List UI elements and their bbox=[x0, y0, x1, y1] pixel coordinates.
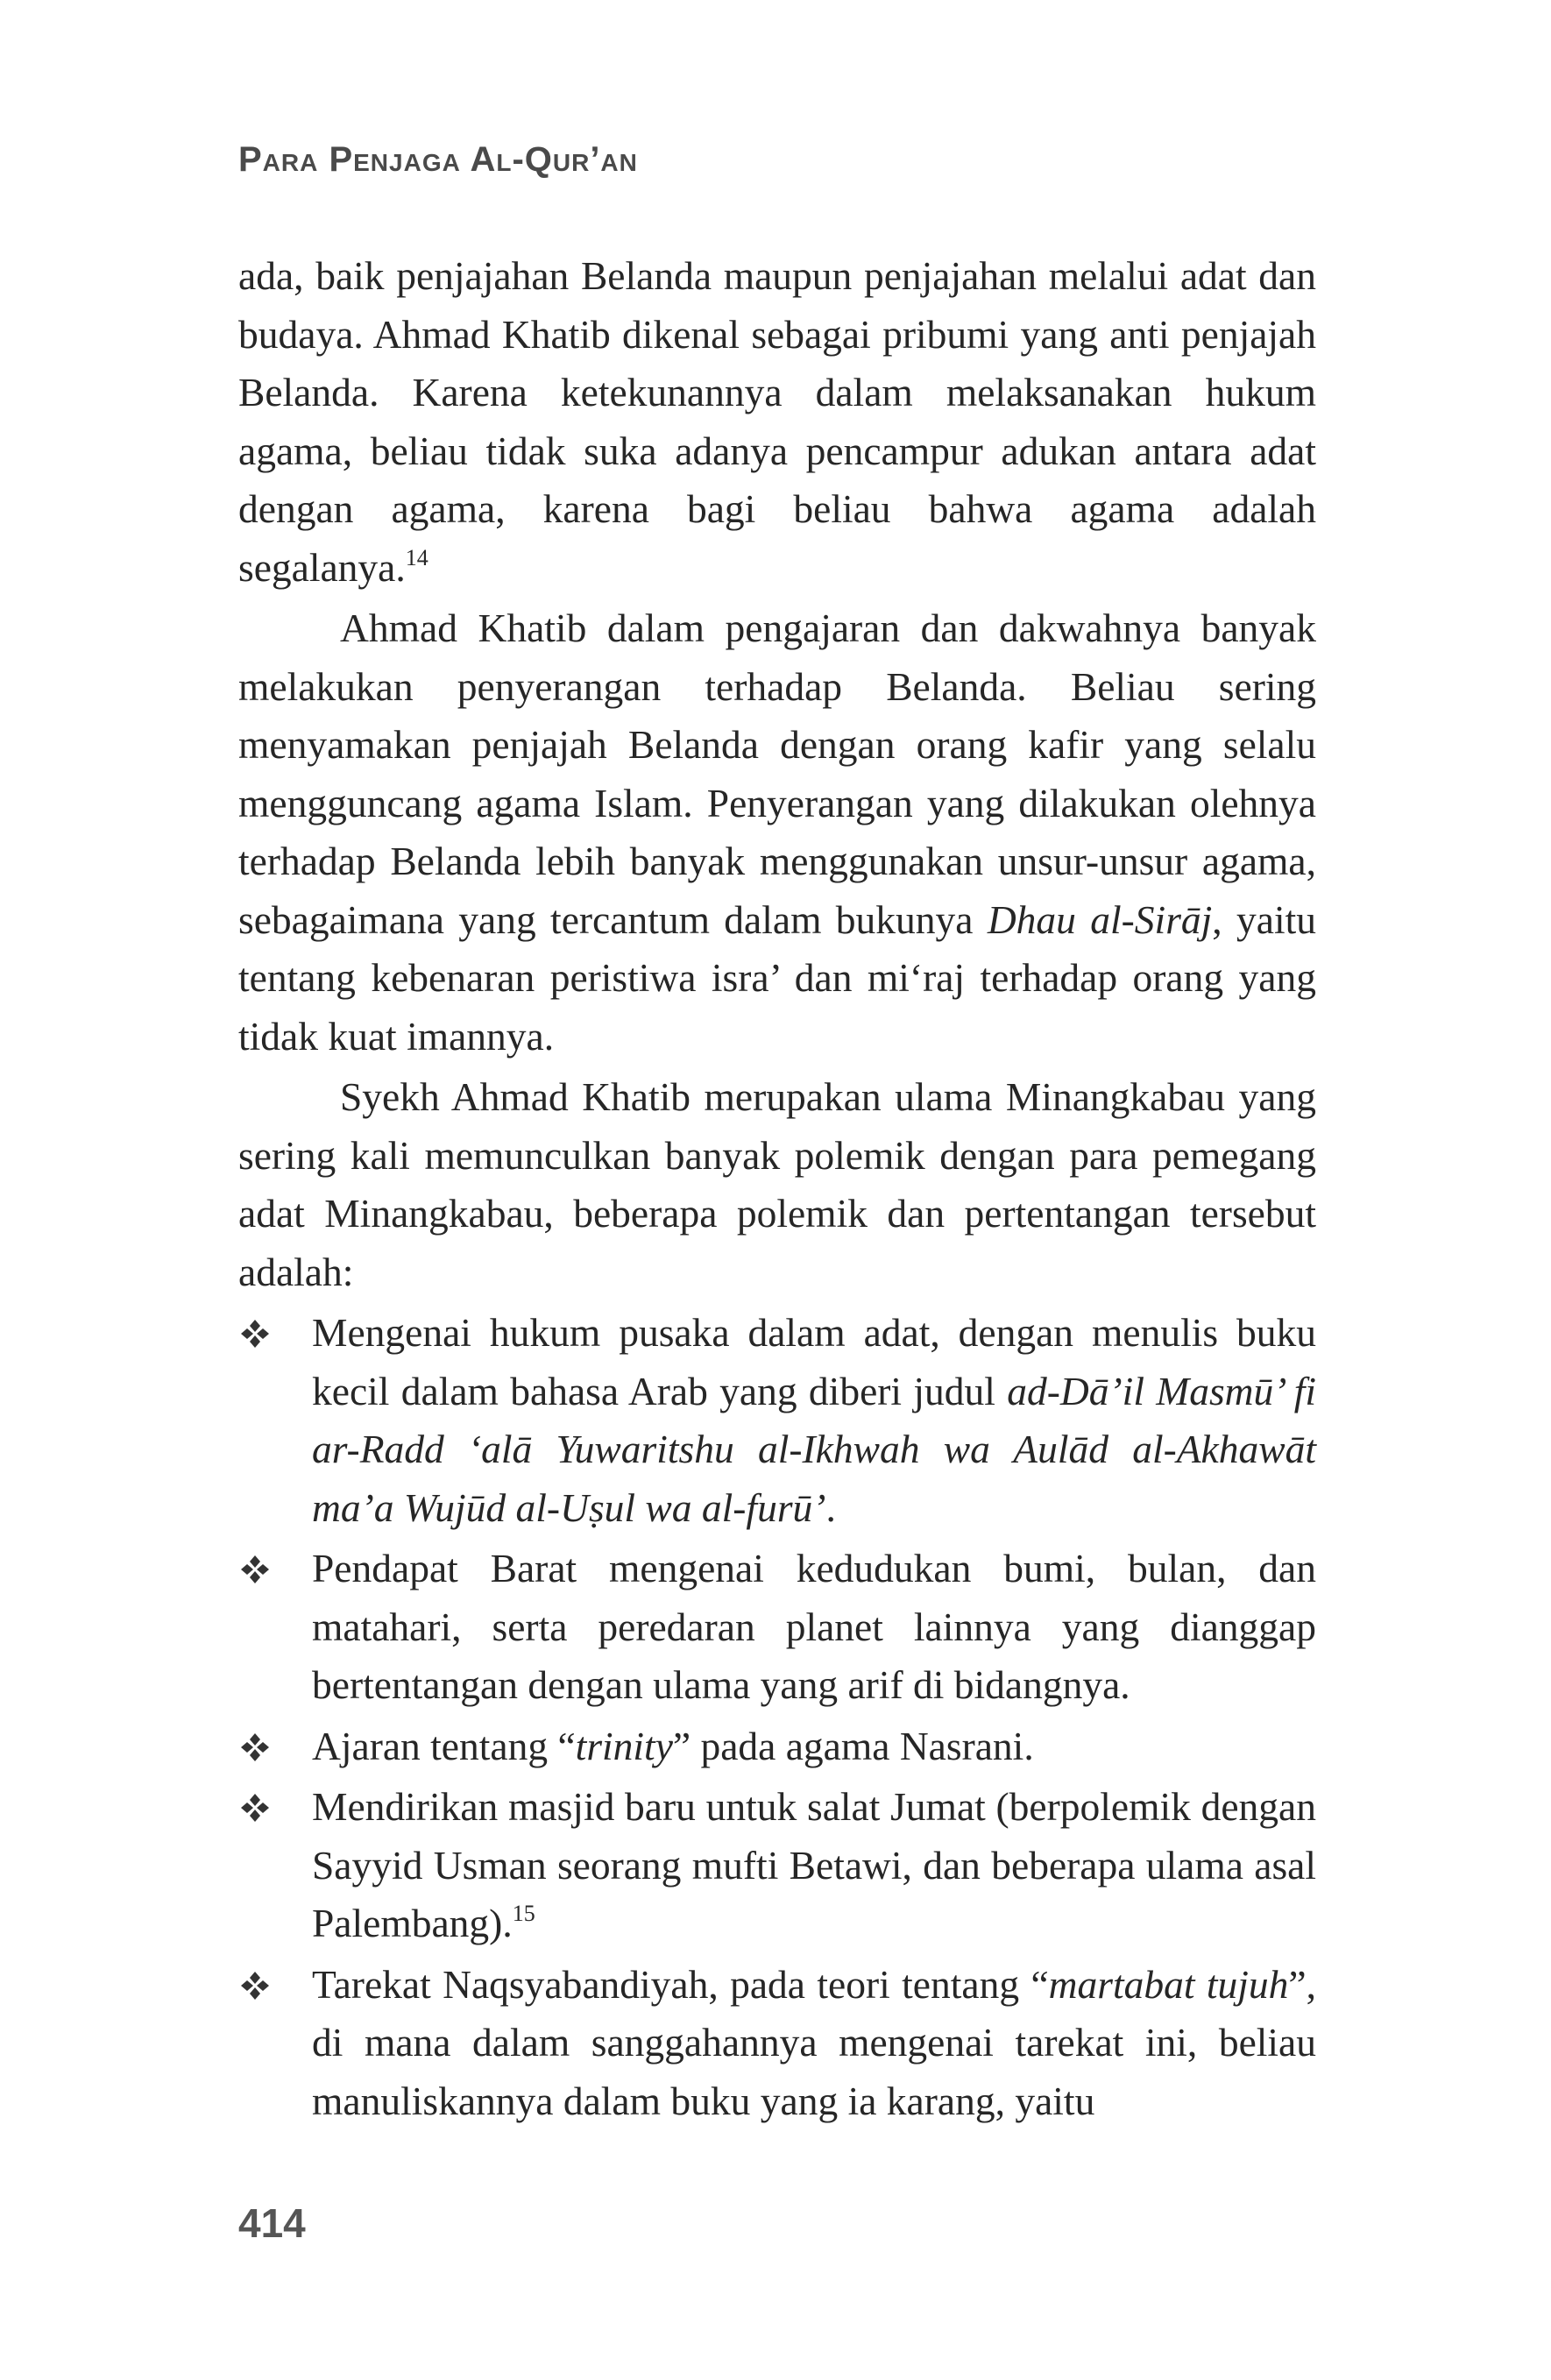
list-item bbox=[238, 1540, 1316, 1715]
list-item-book-title: ad-Dā’il Masmū’ fi ar-Radd ‘alā Yuwaritshu al-Ikhwah wa Aulād al-Akhawāt ma’a Wujūd al-Uṣul wa al-furū’ bbox=[312, 1368, 1316, 1530]
paragraph-1-text: ada, baik penjajahan Belanda maupun penjajahan melalui adat dan budaya. Ahmad Khatib dikenal sebagai pribumi yang anti penjajah Belanda. Karena ketekunannya dalam melaksanakan hukum agama, beliau tidak suka adanya pencampur adukan antara adat dengan agama, karena bagi beliau bahwa agama adalah segalanya. bbox=[238, 253, 1316, 590]
body-text bbox=[238, 247, 1316, 2133]
four-diamond-ornament-icon bbox=[240, 1732, 270, 1762]
paragraph-1 bbox=[238, 247, 1316, 597]
list-item-text: Pendapat Barat mengenai kedudukan bumi, bulan, dan matahari, serta peredaran planet lainnya yang dianggap bertentangan dengan ulama yang arif di bidangnya. bbox=[312, 1546, 1316, 1707]
running-head: Para Penjaga Al-Qur’an bbox=[238, 140, 638, 179]
four-diamond-ornament-icon bbox=[240, 1793, 270, 1823]
list-item-italic-term: martabat tujuh bbox=[1048, 1961, 1289, 2007]
paragraph-2 bbox=[238, 599, 1316, 1066]
list-item-text-start: Ajaran tentang “ bbox=[312, 1723, 576, 1768]
list-item bbox=[238, 1304, 1316, 1537]
list-item-text: Mendirikan masjid baru untuk salat Jumat (berpolemik dengan Sayyid Usman seorang mufti Betawi, dan beberapa ulama asal Palembang). bbox=[312, 1784, 1316, 1945]
polemic-list bbox=[238, 1304, 1316, 2130]
paragraph-2-text-end: , yaitu tentang kebenaran peristiwa isra’ dan mi‘raj terhadap orang yang tidak kuat imannya. bbox=[238, 896, 1316, 1059]
footnote-ref-14[interactable]: 14 bbox=[405, 544, 428, 570]
list-item-text-end: . bbox=[825, 1484, 836, 1530]
page-number: 414 bbox=[238, 2200, 306, 2246]
paragraph-2-text-start: Ahmad Khatib dalam pengajaran dan dakwahnya banyak melakukan penyerangan terhadap Belanda. Beliau sering menyamakan penjajah Belanda dengan orang kafir yang selalu mengguncang agama Islam. Penyerangan yang dilakukan olehnya terhadap Belanda lebih banyak menggunakan unsur-unsur agama, sebagaimana yang tercantum dalam bukunya bbox=[238, 606, 1316, 942]
list-item-italic-term: trinity bbox=[575, 1723, 673, 1768]
four-diamond-ornament-icon bbox=[240, 1319, 270, 1349]
four-diamond-ornament-icon bbox=[240, 1555, 270, 1584]
paragraph-3: Syekh Ahmad Khatib merupakan ulama Minangkabau yang sering kali memunculkan banyak polemik dengan para pemegang adat Minangkabau, beberapa polemik dan pertentangan tersebut adalah: bbox=[238, 1074, 1316, 1294]
list-item-text-end: ” pada agama Nasrani. bbox=[672, 1723, 1034, 1768]
list-item-text-start: Mengenai hukum pusaka dalam adat, dengan menulis buku kecil dalam bahasa Arab yang diberi judul bbox=[312, 1310, 1316, 1413]
list-item bbox=[238, 1718, 1316, 1776]
list-item bbox=[238, 1956, 1316, 2131]
list-item bbox=[238, 1778, 1316, 1953]
book-title: Dhau al-Sirāj bbox=[987, 896, 1213, 942]
list-item-text-start: Tarekat Naqsyabandiyah, pada teori tentang “ bbox=[312, 1961, 1049, 2007]
footnote-ref-15[interactable]: 15 bbox=[512, 1901, 535, 1926]
list-item-text-end: ”, di mana dalam sanggahannya mengenai tarekat ini, beliau manuliskannya dalam buku yang ia karang, yaitu bbox=[312, 1961, 1316, 2123]
four-diamond-ornament-icon bbox=[240, 1971, 270, 2001]
